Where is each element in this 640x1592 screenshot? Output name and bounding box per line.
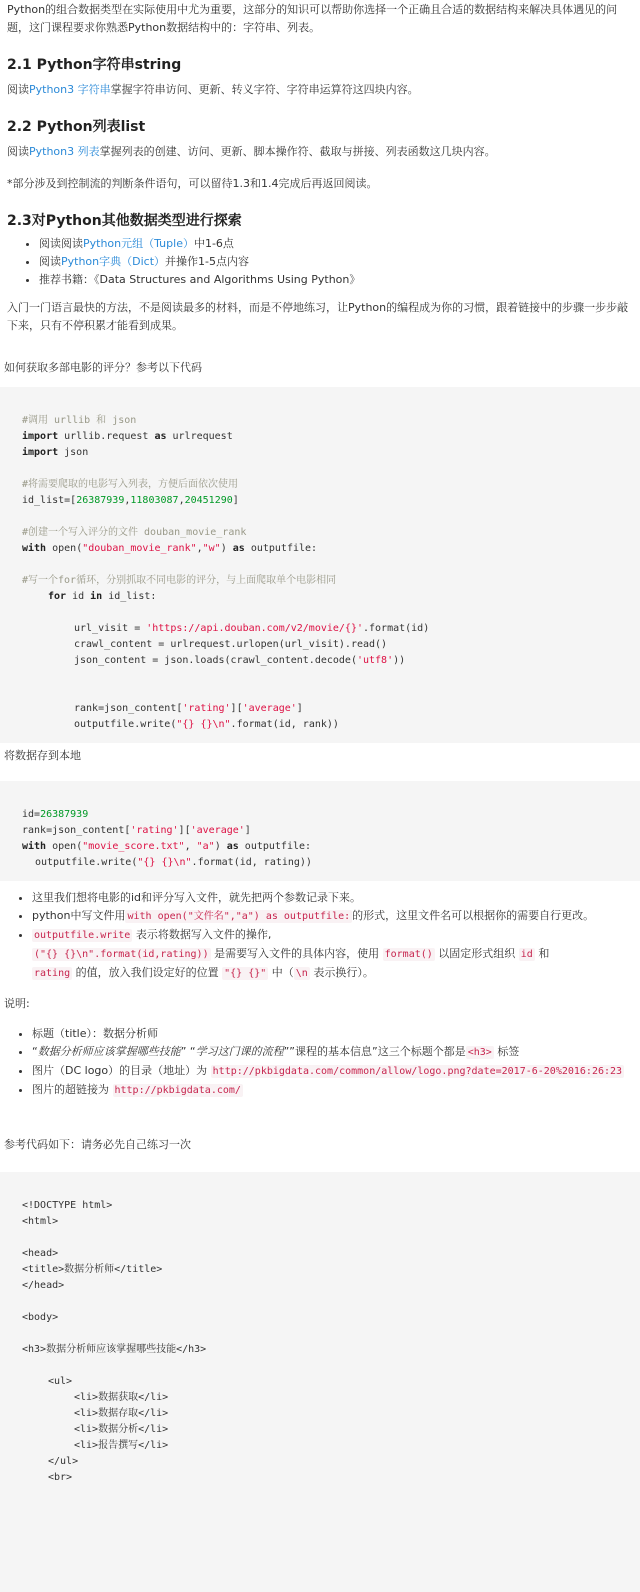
code-text: <h3>数据分析师应该掌握哪些技能</h3> — [22, 1344, 207, 1355]
code-string: "{} {}\n" — [137, 857, 192, 868]
code-number: 26387939 — [76, 495, 125, 506]
code-string: 'utf8' — [356, 655, 394, 666]
code-text: urlrequest — [166, 431, 233, 442]
section-2-3-title: 2.3对Python其他数据类型进行探索 — [7, 213, 242, 229]
code-text: <title>数据分析师</title> — [22, 1264, 163, 1275]
list-item — [32, 1043, 640, 1062]
text-pre: 阅读 — [7, 145, 29, 158]
link-python-tuple[interactable]: Python元组（Tuple） — [83, 237, 194, 250]
code-text: <li>数据分析</li> — [74, 1424, 169, 1435]
list-text: ””课程的基本信息”这三个标题个都是 — [283, 1045, 466, 1058]
code-string: "douban_movie_rank" — [82, 543, 197, 554]
list-item — [39, 253, 632, 271]
text-pre: 阅读阅读 — [39, 237, 83, 250]
text-pre: 阅读 — [7, 83, 29, 96]
code-comment: #创建一个写入评分的文件 douban_movie_rank — [22, 527, 247, 538]
code-text: id_list: — [102, 591, 157, 602]
inline-code: http://pkbigdata.com/common/allow/logo.png?date=2017-6-20%2016:26:23 — [212, 1066, 623, 1077]
article-body — [0, 0, 640, 335]
text-post: 中1-6点 — [193, 237, 234, 250]
inline-code: with open("文件名","a") as outputfile: — [127, 911, 351, 922]
list-item — [39, 271, 632, 289]
code-text: json_content = json.loads(crawl_content.decode( — [74, 655, 357, 666]
code-text: json — [58, 447, 89, 458]
code-text: <li>报告撰写</li> — [74, 1440, 169, 1451]
section-2-3-list — [7, 235, 632, 289]
code-text: ] — [232, 495, 239, 506]
code-number: 20451290 — [184, 495, 233, 506]
code-text: ][ — [178, 825, 191, 836]
code-text: <br> — [48, 1472, 73, 1483]
code-text: id= — [22, 809, 41, 820]
code-text: <head> — [22, 1248, 59, 1259]
inline-code: \n — [295, 968, 308, 979]
text-post: 并操作1-5点内容 — [165, 255, 249, 268]
code-string: 'average' — [242, 703, 297, 714]
code-string: "w" — [202, 543, 221, 554]
explanation-label: 说明: — [4, 997, 30, 1010]
code-keyword: as — [232, 543, 245, 554]
code-text: <!DOCTYPE html> — [22, 1200, 113, 1211]
code-string: 'rating' — [182, 703, 231, 714]
reference-code-label: 参考代码如下：请务必先自己练习一次 — [4, 1138, 191, 1151]
list-text: 的值，放入我们设定好的位置 — [75, 966, 219, 979]
code-text: <body> — [22, 1312, 59, 1323]
code-string: 'average' — [190, 825, 245, 836]
code-text: .format(id, rating)) — [191, 857, 312, 868]
code-text: ] — [296, 703, 303, 714]
code-string: 'rating' — [130, 825, 179, 836]
intro-paragraph: Python的组合数据类型在实际使用中尤为重要，这部分的知识可以帮助你选择一个正确且合适的数据结构来解决具体遇见的问题，这门课程要求你熟悉Python数据结构中的：字符串、列表。 — [7, 3, 618, 34]
list-item — [39, 235, 632, 253]
emphasis-text: 学习这门课的流程 — [195, 1045, 284, 1058]
code-comment: #调用 urllib 和 json — [22, 415, 137, 426]
section-2-2-text — [7, 143, 632, 161]
section-2-2-note: *部分涉及到控制流的判断条件语句，可以留待1.3和1.4完成后再返回阅读。 — [7, 177, 378, 190]
code-text: ] — [244, 825, 251, 836]
code-text: ) — [214, 841, 227, 852]
link-python3-string[interactable]: Python3 字符串 — [29, 83, 111, 96]
list-text: python中写文件用 — [32, 909, 126, 922]
list-item — [32, 1081, 640, 1100]
code-keyword: with — [22, 841, 47, 852]
code-text: </ul> — [48, 1456, 79, 1467]
list-text: 这里我们想将电影的id和评分写入文件，就先把两个参数记录下来。 — [32, 891, 362, 904]
code-string: "a" — [196, 841, 215, 852]
code-text: .format(id, rank)) — [230, 719, 339, 730]
advice-paragraph: 入门一门语言最快的方法，不是阅读最多的材料，而是不停地练习，让Python的编程成为你的习惯，跟着链接中的步骤一步步敲下来，只有不停积累才能看到成果。 — [7, 301, 629, 332]
code-keyword: for — [48, 591, 67, 602]
text-pre: 阅读 — [39, 255, 61, 268]
code-number: 26387939 — [40, 809, 89, 820]
list-text: 以固定形式组织 — [438, 947, 516, 960]
code-text: , — [178, 495, 185, 506]
code-text: <li>数据存取</li> — [74, 1408, 169, 1419]
question-get-ratings: 如何获取多部电影的评分？参考以下代码 — [4, 361, 202, 374]
code-text: , — [184, 841, 197, 852]
list-item — [32, 1062, 640, 1081]
inline-code: <h3> — [467, 1047, 492, 1058]
save-locally-label: 将数据存到本地 — [4, 749, 81, 762]
recommended-book: 推荐书籍：《Data Structures and Algorithms Using Python》 — [39, 273, 361, 286]
list-text: 和 — [538, 947, 550, 960]
code-text: crawl_content = urlrequest.urlopen(url_visit).read() — [74, 639, 388, 650]
code-number: 11803087 — [130, 495, 179, 506]
code-keyword: with — [22, 543, 47, 554]
list-item — [32, 889, 640, 907]
code-text: url_visit = — [74, 623, 147, 634]
code-text: id_list=[ — [22, 495, 77, 506]
link-python-dict[interactable]: Python字典（Dict） — [61, 255, 166, 268]
text-post: 掌握字符串访问、更新、转义字符、字符串运算符这四块内容。 — [110, 83, 419, 96]
code-text: , — [124, 495, 131, 506]
code-text: outputfile: — [238, 841, 312, 852]
code-string: 'https://api.douban.com/v2/movie/{}' — [146, 623, 363, 634]
section-2-1-title: 2.1 Python字符串string — [7, 57, 182, 73]
notes-list — [0, 1025, 640, 1100]
list-text: 标签 — [497, 1045, 520, 1058]
code-text: )) — [393, 655, 406, 666]
code-text: id — [66, 591, 91, 602]
list-text: 中（ — [271, 966, 294, 979]
code-keyword: import — [22, 431, 59, 442]
code-text: </head> — [22, 1280, 65, 1291]
list-text: 表示将数据写入文件的操作, — [135, 928, 272, 941]
inline-code: http://pkbigdata.com/ — [114, 1085, 241, 1096]
code-block-html-reference — [0, 1172, 640, 1592]
list-text: 标题（title）：数据分析师 — [32, 1027, 159, 1040]
code-text: , — [196, 543, 203, 554]
code-text: rank=json_content[ — [74, 703, 183, 714]
code-text: ][ — [230, 703, 243, 714]
code-block-save-file — [0, 781, 640, 881]
link-python3-list[interactable]: Python3 列表 — [29, 145, 100, 158]
code-block-fetch-ratings — [0, 387, 640, 743]
emphasis-text: 数据分析师应该掌握哪些技能 — [37, 1045, 181, 1058]
list-item — [32, 907, 640, 926]
code-text: <html> — [22, 1216, 59, 1227]
list-text: 图片（DC logo）的目录（地址）为 — [32, 1064, 208, 1077]
explanation-list — [0, 889, 640, 983]
inline-code: ("{} {}\n".format(id,rating)) — [34, 949, 209, 960]
list-item — [32, 926, 640, 983]
inline-code: outputfile.write — [34, 930, 131, 941]
code-comment: #写一个for循环，分别抓取不同电影的评分，与上面爬取单个电影相同 — [22, 575, 337, 586]
code-text: <li>数据获取</li> — [74, 1392, 169, 1403]
code-text: rank=json_content[ — [22, 825, 131, 836]
section-2-1-text — [7, 81, 632, 99]
list-item — [32, 1025, 640, 1043]
code-string: "movie_score.txt" — [82, 841, 185, 852]
code-text: open( — [46, 841, 83, 852]
code-text: outputfile.write( — [35, 857, 138, 868]
text-post: 掌握列表的创建、访问、更新、脚本操作符、截取与拼接、列表函数这几块内容。 — [99, 145, 496, 158]
code-text: .format(id) — [363, 623, 430, 634]
list-text: 的形式，这里文件名可以根据你的需要自行更改。 — [352, 909, 595, 922]
code-string: "{} {}\n" — [176, 719, 231, 730]
list-text: 图片的超链接为 — [32, 1083, 109, 1096]
code-keyword: as — [154, 431, 167, 442]
section-2-2-title: 2.2 Python列表list — [7, 119, 146, 135]
code-keyword: as — [226, 841, 239, 852]
code-text: open( — [46, 543, 83, 554]
code-text: outputfile.write( — [74, 719, 177, 730]
inline-code: "{} {}" — [224, 968, 267, 979]
code-text: <ul> — [48, 1376, 73, 1387]
list-text: 是需要写入文件的具体内容，使用 — [214, 947, 380, 960]
list-text: ” “ — [180, 1045, 196, 1058]
inline-code: format() — [384, 949, 433, 960]
list-text: 表示换行）。 — [313, 966, 374, 979]
code-text: ) — [220, 543, 233, 554]
code-text: outputfile: — [244, 543, 318, 554]
code-keyword: in — [90, 591, 103, 602]
inline-code: id — [520, 949, 533, 960]
code-keyword: import — [22, 447, 59, 458]
code-comment: #将需要爬取的电影写入列表，方便后面依次使用 — [22, 479, 239, 490]
code-text: urllib.request — [58, 431, 155, 442]
list-text: “ — [32, 1045, 38, 1058]
inline-code: rating — [34, 968, 71, 979]
